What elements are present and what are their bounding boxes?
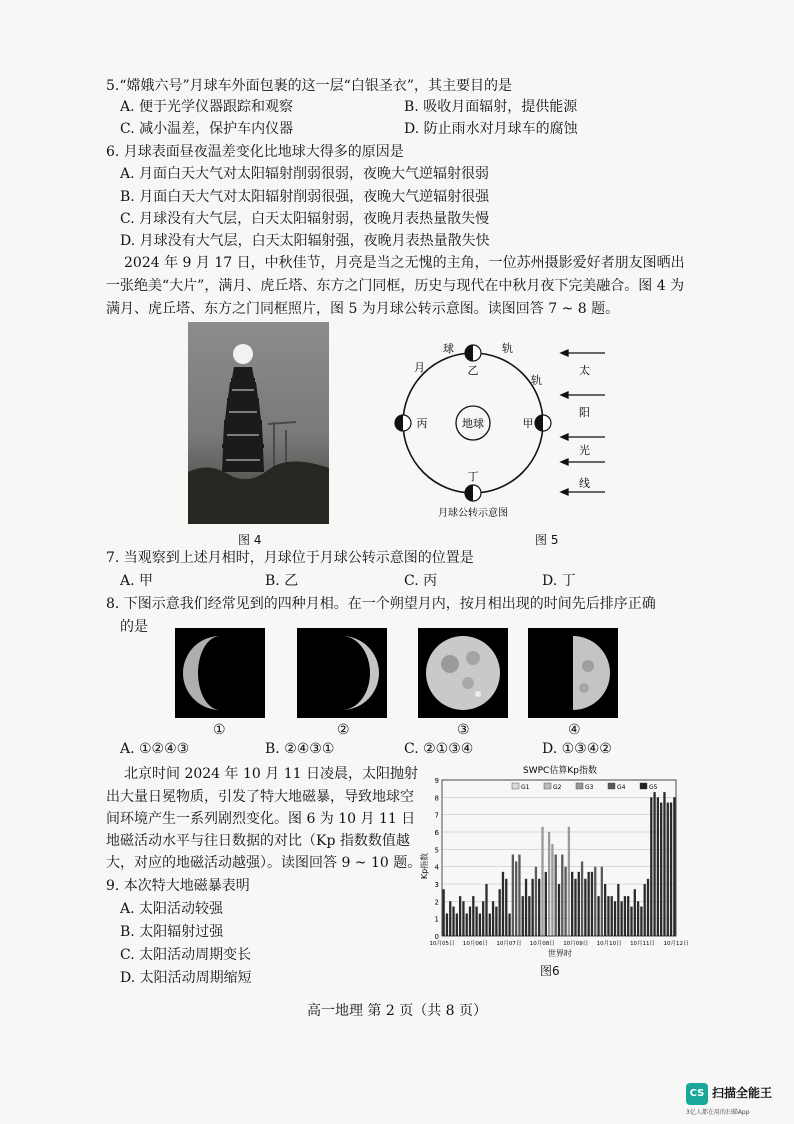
kp-bar bbox=[644, 884, 646, 936]
q7-stem: 7. 当观察到上述月相时，月球位于月球公转示意图的位置是 bbox=[106, 550, 474, 566]
y-tick-label: 2 bbox=[434, 898, 439, 907]
legend-swatch bbox=[576, 783, 583, 789]
y-tick-label: 1 bbox=[434, 915, 439, 924]
kp-bar bbox=[505, 879, 507, 936]
earth-label: 地球 bbox=[462, 417, 484, 430]
fig5-lunar-orbit-diagram bbox=[395, 330, 630, 525]
q7-option-c: C. 丙 bbox=[404, 573, 438, 589]
kp-bar bbox=[442, 889, 444, 936]
kp-bar bbox=[597, 896, 599, 936]
kp-bar bbox=[525, 879, 527, 936]
fig4-photo bbox=[188, 322, 329, 524]
kp-bar bbox=[522, 896, 524, 936]
q9-option-c: C. 太阳活动周期变长 bbox=[120, 947, 252, 963]
y-tick-label: 3 bbox=[434, 881, 439, 889]
label-yi: 乙 bbox=[467, 364, 479, 377]
sunlight-label-xian: 线 bbox=[579, 477, 590, 490]
kp-bar bbox=[489, 913, 491, 936]
kp-bar bbox=[634, 889, 636, 936]
sunlight-label-tai: 太 bbox=[579, 364, 590, 377]
kp-bar bbox=[604, 884, 606, 936]
q6-option-a: A. 月面白天大气对太阳辐射削弱很弱，夜晚大气逆辐射很弱 bbox=[120, 166, 490, 182]
kp-bar bbox=[541, 827, 543, 936]
y-tick-label: 0 bbox=[434, 933, 439, 941]
x-tick-label: 10月05日 bbox=[429, 941, 455, 947]
kp-bar bbox=[456, 913, 458, 936]
kp-bar bbox=[617, 884, 619, 936]
y-tick-label: 8 bbox=[434, 794, 439, 803]
scanner-logo-slogan: 3亿人都在用的扫描App bbox=[686, 1109, 750, 1116]
moon-position-bing bbox=[395, 415, 411, 431]
kp-bar bbox=[449, 901, 451, 936]
q5-option-d: D. 防止雨水对月球车的腐蚀 bbox=[404, 121, 578, 137]
chart-ylabel: Kp指数 bbox=[420, 852, 429, 880]
kp-bar bbox=[667, 803, 669, 936]
kp-bar bbox=[663, 792, 665, 936]
kp-bar bbox=[538, 879, 540, 936]
moon-phase-image-4 bbox=[528, 628, 618, 718]
orbit-label-gui2: 轨 bbox=[531, 374, 542, 387]
fig4-caption: 图 4 bbox=[238, 533, 262, 547]
kp-bar bbox=[459, 896, 461, 936]
kp-bar bbox=[472, 896, 474, 936]
kp-bar bbox=[637, 901, 639, 936]
kp-bar bbox=[653, 792, 655, 936]
pagoda-photo-illustration bbox=[188, 322, 329, 524]
kp-bar bbox=[614, 901, 616, 936]
kp-bar bbox=[545, 872, 547, 936]
kp-bar bbox=[591, 872, 593, 936]
sunlight-label-guang: 光 bbox=[579, 444, 590, 457]
passage1-line1: 2024 年 9 月 17 日，中秋佳节，月亮是当之无愧的主角，一位苏州摄影爱好者朋友图晒出 bbox=[124, 255, 685, 271]
kp-bar bbox=[475, 907, 477, 936]
kp-bar bbox=[581, 861, 583, 936]
kp-bar bbox=[466, 913, 468, 936]
passage2-line2: 出大量日冕物质，引发了特大地磁暴，导致地球空 bbox=[106, 789, 414, 805]
kp-bar bbox=[531, 879, 533, 936]
q8-stem-line2: 的是 bbox=[120, 619, 148, 635]
orbit-label-qiu: 球 bbox=[443, 342, 454, 355]
orbit-label-gui1: 轨 bbox=[502, 342, 513, 355]
kp-bar bbox=[485, 884, 487, 936]
kp-bar bbox=[657, 797, 659, 936]
kp-bar bbox=[607, 896, 609, 936]
q9-option-b: B. 太阳辐射过强 bbox=[120, 924, 224, 940]
legend-label: G1 bbox=[521, 784, 530, 791]
x-tick-label: 10月10日 bbox=[596, 941, 622, 947]
q7-option-b: B. 乙 bbox=[265, 573, 299, 589]
kp-bar bbox=[588, 872, 590, 936]
kp-bar bbox=[568, 827, 570, 936]
kp-bar bbox=[515, 861, 517, 936]
kp-bar bbox=[551, 844, 553, 936]
q8-stem-line1: 8. 下图示意我们经常见到的四种月相。在一个朔望月内，按月相出现的时间先后排序正确 bbox=[106, 596, 656, 612]
moon-phase-label-3: ③ bbox=[457, 722, 470, 738]
scanner-logo-name: 扫描全能王 bbox=[712, 1086, 773, 1100]
q6-option-c: C. 月球没有大气层，白天太阳辐射弱，夜晚月表热量散失慢 bbox=[120, 211, 490, 227]
chart-y-ticks bbox=[435, 777, 440, 941]
kp-bar bbox=[462, 901, 464, 936]
fig5-title: 月球公转示意图 bbox=[438, 508, 508, 519]
kp-bar bbox=[611, 896, 613, 936]
x-tick-label: 10月11日 bbox=[630, 941, 656, 947]
y-tick-label: 5 bbox=[434, 846, 439, 855]
y-tick-label: 7 bbox=[434, 811, 439, 820]
chart-bars bbox=[442, 792, 675, 936]
fig6-kp-chart bbox=[420, 760, 689, 960]
q8-option-d: D. ①③④② bbox=[542, 741, 612, 757]
q9-option-d: D. 太阳活动周期缩短 bbox=[120, 970, 252, 986]
orbit-label-yue: 月 bbox=[414, 361, 425, 374]
full-moon-image bbox=[233, 344, 253, 364]
kp-bar bbox=[673, 797, 675, 936]
kp-bar bbox=[650, 797, 652, 936]
kp-bar bbox=[482, 901, 484, 936]
fig6-caption: 图6 bbox=[540, 964, 560, 978]
kp-bar bbox=[601, 867, 603, 936]
kp-bar bbox=[535, 867, 537, 936]
kp-bar bbox=[670, 803, 672, 936]
label-jia: 甲 bbox=[522, 417, 534, 430]
legend-label: G3 bbox=[585, 784, 594, 791]
kp-bar bbox=[584, 879, 586, 936]
kp-bar bbox=[452, 907, 454, 936]
kp-bar bbox=[630, 907, 632, 936]
kp-bar bbox=[502, 872, 504, 936]
moon-phase-label-4: ④ bbox=[568, 722, 581, 738]
legend-swatch bbox=[544, 783, 551, 789]
kp-bar bbox=[561, 855, 563, 936]
x-tick-label: 10月12日 bbox=[663, 941, 689, 947]
kp-bar bbox=[578, 872, 580, 936]
x-tick-label: 10月06日 bbox=[462, 941, 488, 947]
y-tick-label: 6 bbox=[434, 829, 439, 837]
kp-bar bbox=[446, 913, 448, 936]
kp-bar bbox=[564, 867, 566, 936]
kp-bar bbox=[512, 855, 514, 936]
y-tick-label: 4 bbox=[434, 863, 439, 872]
moon-phase-image-2 bbox=[297, 628, 387, 718]
q7-option-d: D. 丁 bbox=[542, 573, 576, 589]
kp-bar bbox=[479, 913, 481, 936]
moon-phase-image-1 bbox=[175, 628, 265, 718]
passage2-line1: 北京时间 2024 年 10 月 11 日凌晨，太阳抛射 bbox=[124, 766, 418, 782]
legend-label: G4 bbox=[617, 784, 626, 791]
q7-option-a: A. 甲 bbox=[120, 573, 154, 589]
kp-bar bbox=[647, 879, 649, 936]
scanner-logo-badge: CS bbox=[686, 1083, 708, 1105]
passage2-line5: 大，对应的地磁活动越强）。读图回答 9 ~ 10 题。 bbox=[106, 855, 422, 871]
label-ding: 丁 bbox=[467, 470, 479, 483]
kp-bar bbox=[640, 907, 642, 936]
q5-option-c: C. 减小温差，保护车内仪器 bbox=[120, 121, 294, 137]
moon-phase-label-2: ② bbox=[337, 722, 350, 738]
kp-bar bbox=[574, 879, 576, 936]
legend-label: G2 bbox=[553, 784, 562, 791]
kp-bar bbox=[518, 855, 520, 936]
q8-option-b: B. ②④③① bbox=[265, 741, 335, 757]
q8-option-c: C. ②①③④ bbox=[404, 741, 474, 757]
passage2-line4: 地磁活动水平与往日数据的对比（Kp 指数数值越 bbox=[106, 833, 410, 849]
kp-bar bbox=[495, 907, 497, 936]
q5-option-a: A. 便于光学仪器跟踪和观察 bbox=[120, 99, 294, 115]
moon-phase-image-3 bbox=[418, 628, 508, 718]
kp-bar bbox=[620, 901, 622, 936]
q6-stem: 6. 月球表面昼夜温差变化比地球大得多的原因是 bbox=[106, 144, 404, 160]
moon-position-ding bbox=[465, 485, 481, 501]
legend-label: G5 bbox=[649, 784, 658, 791]
kp-bar bbox=[499, 889, 501, 936]
kp-bar bbox=[508, 913, 510, 936]
label-bing: 丙 bbox=[416, 417, 428, 430]
kp-bar bbox=[627, 896, 629, 936]
kp-bar bbox=[469, 907, 471, 936]
q8-option-a: A. ①②④③ bbox=[120, 741, 190, 757]
q6-option-d: D. 月球没有大气层，白天太阳辐射强，夜晚月表热量散失快 bbox=[120, 233, 490, 249]
pagoda-image bbox=[222, 367, 264, 472]
chart-xlabel: 世界时 bbox=[548, 949, 572, 958]
kp-bar bbox=[548, 832, 550, 936]
legend-swatch bbox=[640, 783, 647, 789]
moon-phase-label-1: ① bbox=[213, 722, 226, 738]
y-tick-label: 9 bbox=[434, 777, 439, 785]
q5-stem: 5.“嫦娥六号”月球车外面包裹的这一层“白银圣衣”，其主要目的是 bbox=[106, 78, 512, 94]
kp-bar bbox=[558, 884, 560, 936]
moon-position-jia bbox=[535, 415, 551, 431]
legend-swatch bbox=[512, 783, 519, 789]
moon-position-yi bbox=[465, 345, 481, 361]
kp-bar bbox=[624, 896, 626, 936]
kp-bar bbox=[594, 867, 596, 936]
chart-title: SWPC估算Kp指数 bbox=[523, 766, 597, 776]
passage1-line2: 一张绝美“大片”，满月、虎丘塔、东方之门同框，历史与现代在中秋月夜下完美融合。图 4 为 bbox=[106, 278, 685, 294]
kp-bar bbox=[492, 901, 494, 936]
chart-legend bbox=[512, 783, 658, 791]
q5-option-b: B. 吸收月面辐射，提供能源 bbox=[404, 99, 578, 115]
fig5-caption: 图 5 bbox=[535, 533, 559, 547]
kp-bar bbox=[660, 803, 662, 936]
x-tick-label: 10月08日 bbox=[529, 941, 555, 947]
sunlight-label-yang: 阳 bbox=[579, 406, 590, 419]
legend-swatch bbox=[608, 783, 615, 789]
passage1-line3: 满月、虎丘塔、东方之门同框照片，图 5 为月球公转示意图。读图回答 7 ~ 8 题。 bbox=[106, 301, 620, 317]
passage2-line3: 间环境产生一系列剧烈变化。图 6 为 10 月 11 日 bbox=[106, 811, 416, 827]
x-tick-label: 10月07日 bbox=[496, 941, 522, 947]
x-tick-label: 10月09日 bbox=[563, 941, 589, 947]
kp-bar bbox=[555, 855, 557, 936]
q6-option-b: B. 月面白天大气对太阳辐射削弱很强，夜晚大气逆辐射很强 bbox=[120, 189, 490, 205]
chart-x-ticks bbox=[430, 939, 689, 947]
q9-stem: 9. 本次特大地磁暴表明 bbox=[106, 878, 250, 894]
page-footer: 高一地理 第 2 页（共 8 页） bbox=[306, 1003, 488, 1019]
kp-bar bbox=[528, 896, 530, 936]
kp-bar bbox=[571, 872, 573, 936]
q9-option-a: A. 太阳活动较强 bbox=[120, 901, 224, 917]
